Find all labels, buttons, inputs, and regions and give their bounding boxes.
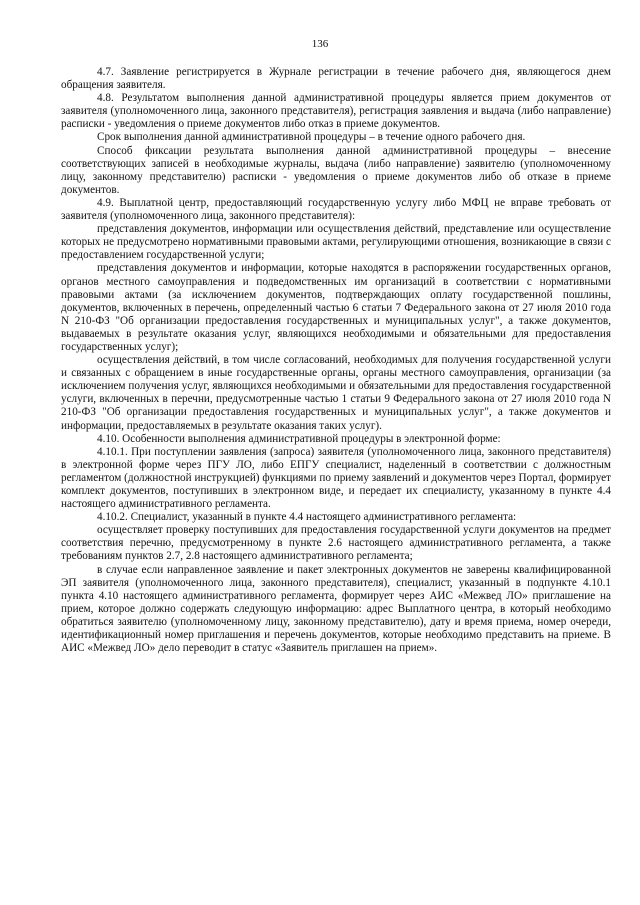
paragraph-fixation-method: Способ фиксации результата выполнения данной административной процедуры – внесение соответствующих записей в необходимые журналы, выдача (либо направление) заявителю (уполномоченному лицу, законному представителю) расписки - уведомления о приеме документов либо об отказе в приеме документов.: [61, 144, 611, 196]
paragraph-4-10-2-item-2: в случае если направленное заявление и пакет электронных документов не заверены квалифицированной ЭП заявителя (уполномоченного лица, законного представителя), специалист, указанный в подпункте 4.10.1 пункта 4.10 настоящего административного регламента, формирует через АИС «Межвед ЛО» приглашение на прием, которое должно содержать следующую информацию: адрес Выплатного центра, в который необходимо обратиться заявителю (уполномоченному лицу, законному представителю), дату и время приема, номер очереди, идентификационный номер приглашения и перечень документов, которые необходимо представить на приеме. В АИС «Межвед ЛО» дело переводит в статус «Заявитель приглашен на прием».: [61, 563, 611, 655]
paragraph-4-8: 4.8. Результатом выполнения данной административной процедуры является прием документов от заявителя (уполномоченного лица, законного представителя), регистрация заявления и выдача (либо направление) расписки - уведомления о приеме документов либо отказ в приеме документов.: [61, 92, 611, 131]
paragraph-4-9-item-1: представления документов, информации или осуществления действий, представление или осуществление которых не предусмотрено нормативными правовыми актами, регулирующими отношения, возникающие в связи с предоставлением государственной услуги;: [61, 223, 611, 262]
page-number: 136: [311, 38, 329, 50]
paragraph-4-9-item-3: осуществления действий, в том числе согласований, необходимых для получения государственной услуги и связанных с обращением в иные государственные органы, органы местного самоуправления, организации (за исключением получения услуг, являющихся необходимыми и обязательными для предоставления государственной услуги, включенных в перечни, предусмотренные частью 1 статьи 9 Федерального закона от 27 июля 2010 года N 210-ФЗ "Об организации предоставления государственных и муниципальных услуг", а также документов и информации, предоставляемых в результате оказания таких услуг).: [61, 354, 611, 432]
paragraph-4-10-1: 4.10.1. При поступлении заявления (запроса) заявителя (уполномоченного лица, законного представителя) в электронной форме через ПГУ ЛО, либо ЕПГУ специалист, наделенный в соответствии с должностным регламентом (должностной инструкцией) функциями по приему заявлений и документов через Портал, формирует комплект документов, поступивших в электронном виде, и передает их специалисту, указанному в пункте 4.4 настоящего административного регламента.: [61, 445, 611, 511]
paragraph-4-10-2: 4.10.2. Специалист, указанный в пункте 4.4 настоящего административного регламента:: [97, 511, 517, 524]
paragraph-4-7: 4.7. Заявление регистрируется в Журнале регистрации в течение рабочего дня, являющегося днем обращения заявителя.: [61, 66, 611, 92]
paragraph-4-9: 4.9. Выплатной центр, предоставляющий государственную услугу либо МФЦ не вправе требовать от заявителя (уполномоченного лица, законного представителя):: [61, 196, 611, 223]
paragraph-4-10-2-item-1: осуществляет проверку поступивших для предоставления государственной услуги документов на предмет соответствия перечню, предусмотренному в пункте 2.6 настоящего административного регламента, а также требованиям пунктов 2.7, 2.8 настоящего административного регламента;: [61, 524, 611, 563]
paragraph-4-9-item-2: представления документов и информации, которые находятся в распоряжении государственных органов, органов местного самоуправления и подведомственных им организаций в соответствии с нормативными правовыми актами (за исключением документов, подтверждающих оплату государственной пошлины, документов, включенных в перечень, определенный частью 6 статьи 7 Федерального закона от 27 июля 2010 года N 210-ФЗ "Об организации предоставления государственных и муниципальных услуг", а также документов, выдаваемых в результате оказания услуг, являющихся необходимыми и обязательными для предоставления государственных услуг);: [61, 262, 611, 353]
paragraph-4-10: 4.10. Особенности выполнения административной процедуры в электронной форме:: [97, 432, 501, 445]
paragraph-deadline: Срок выполнения данной административной процедуры – в течение одного рабочего дня.: [97, 131, 526, 144]
document-body: [61, 66, 611, 655]
